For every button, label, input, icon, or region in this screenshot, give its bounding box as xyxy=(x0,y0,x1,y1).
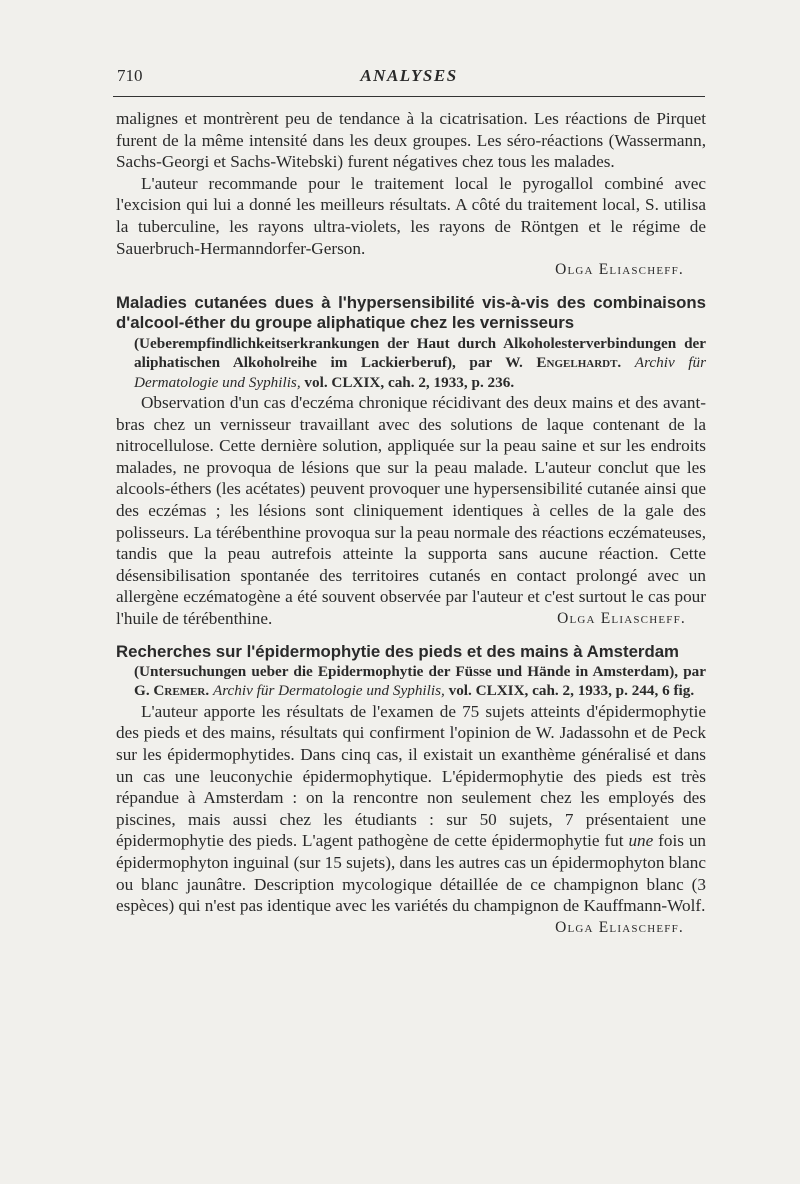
author-signature: Olga Eliascheff. xyxy=(555,918,684,936)
article-body-text: L'auteur apporte les résultats de l'examen de 75 sujets atteints d'épidermophytie des pieds et des mains, résultats qui confirment l'opinion de W. Jadassohn et de Peck sur les épidermophytides. Dans cinq cas, il existait un exanthème généralisé et dans un cas une leuconychie épidermophytique. L'épidermophytie des pieds est très répandue à Amsterdam : on la rencontre non seulement chez les employés des piscines, mais aussi chez les étudiants : sur 50 sujets, 7 présentaient une épidermophytie des pieds. L'agent pathogène de cette épidermophytie fut xyxy=(116,701,706,851)
continued-paragraph: malignes et montrèrent peu de tendance à la cicatrisation. Les réactions de Pirquet furent de la même intensité dans les deux groupes. Les séro-réactions (Wassermann, Sachs-Georgi et Sachs-Witebski) furent négatives chez tous les malades. xyxy=(116,109,706,172)
article-body xyxy=(116,701,706,917)
continued-article xyxy=(116,108,706,281)
article-body xyxy=(116,392,706,630)
author-signature: Olga Eliascheff. xyxy=(555,261,684,279)
reference-german-title: (Untersuchungen ueber die Epidermophytie der Füsse und Hände in Amsterdam), par G. xyxy=(134,663,706,700)
article-title: Maladies cutanées dues à l'hypersensibilité vis-à-vis des combinaisons d'alcool-éther du groupe aliphatique chez les vernisseurs xyxy=(116,292,706,333)
reference-journal: Archiv für Dermatologie und Syphilis, xyxy=(212,682,445,700)
continued-paragraph-2: L'auteur recommande pour le traitement local le pyrogallol combiné avec l'excision qui lui a donné les meilleurs résultats. A côté du traitement local, S. utilisa la tuberculine, les rayons ultra-violets, les rayons de Röntgen et le régime de Sauerbruch-Hermanndorfer-Gerson. xyxy=(116,173,706,258)
author-signature: Olga Eliascheff. xyxy=(557,609,686,627)
article-body-text: Observation d'un cas d'eczéma chronique récidivant des deux mains et des avant-bras chez un vernisseur travaillant avec des solutions de laque contenant de la nitrocellulose. Cette dernière solution, appliquée sur la peau saine et sur les endroits malades, ne provoqua de lésions que sur la peau malade. L'auteur conclut que les alcools-éthers (les acétates) peuvent provoquer une hypersensibilité cutanée ainsi que des eczémas ; les lésions sont cliniquement identiques à celles de la gale des polisseurs. La térébenthine provoqua sur la peau normale des réactions eczémateuses, tandis que la peau autrefois atteinte la supporta sans aucune réaction. Cette désensibilisation spontanée des territoires cutanés en contact prolongé avec un allergène eczématogène a été souvent observée par l'auteur et c'est surtout le cas pour l'huile de térébenthine. xyxy=(116,392,706,628)
article-title: Recherches sur l'épidermophytie des pieds et des mains à Amsterdam xyxy=(116,641,679,661)
reference-author: Cremer. xyxy=(153,682,210,700)
article-reference xyxy=(134,334,706,392)
page-number: 710 xyxy=(117,66,143,85)
running-head: ANALYSES xyxy=(360,66,458,85)
article-body-text-2: fois un épidermophyton inguinal (sur 15 sujets), dans les autres cas un épidermophyton blanc ou blanc jaunâtre. Description mycologique détaillée de ce champignon blanc (3 espèces) qui n'est pas identique avec les variétés du champignon de Kauffmann-Wolf. xyxy=(116,831,707,916)
page-body xyxy=(116,108,706,938)
reference-author: Engelhardt. xyxy=(536,354,622,372)
article-epidermophytie xyxy=(116,642,706,939)
reference-journal: Archiv für Dermatologie und Syphilis, xyxy=(134,354,707,391)
reference-details: vol. CLXIX, cah. 2, 1933, p. 236. xyxy=(304,373,515,391)
article-reference xyxy=(134,662,706,701)
article-hypersensitivity xyxy=(116,293,706,630)
reference-details: vol. CLXIX, cah. 2, 1933, p. 244, 6 fig. xyxy=(448,682,695,700)
article-body-emphasis: une xyxy=(628,831,654,851)
page-header xyxy=(113,62,705,97)
reference-german-title: (Ueberempfindlichkeitserkrankungen der Haut durch Alkoholesterverbindungen der aliphatischen Alkoholreihe im Lackierberuf), par W. xyxy=(134,334,706,372)
